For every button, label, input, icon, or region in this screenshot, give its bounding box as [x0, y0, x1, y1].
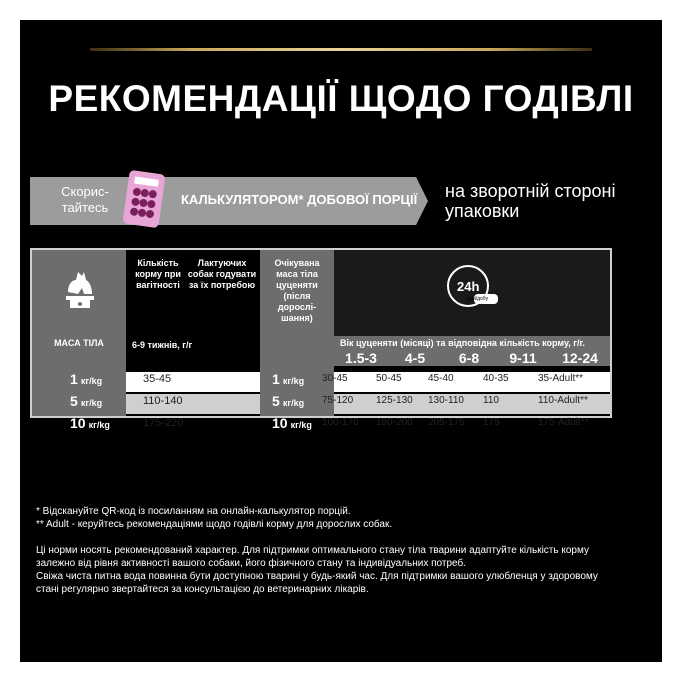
banner-bold-text — [181, 192, 417, 207]
mother-value: 35-45 — [143, 373, 172, 385]
expected-number: 5 — [272, 393, 280, 409]
age-group: 12-24 — [562, 350, 598, 366]
banner-left-text: Скорис- тайтесь — [61, 184, 109, 215]
expected-unit: кг/kg — [282, 398, 305, 408]
mass-value — [70, 372, 102, 388]
dog-scale-icon — [62, 266, 98, 310]
banner-calculator-word: КАЛЬКУЛЯТОРОМ* — [181, 192, 304, 207]
portion-value: 40-35 — [483, 373, 509, 384]
mass-unit: кг/kg — [80, 376, 103, 386]
age-header: Вік цуценяти (місяці) та відповідна кількість корму, г/г. — [340, 338, 585, 348]
mass-value — [70, 394, 102, 410]
portion-value: 110-Adult** — [538, 395, 588, 406]
expected-number: 10 — [272, 415, 288, 431]
age-group: 1.5-3 — [345, 350, 377, 366]
pregnant-header: Кількість корму при вагітності — [135, 258, 181, 290]
lactating-header: Лактуючих собак годувати за їх потребою — [187, 258, 257, 290]
note-water: Свіжа чиста питна вода повинна бути доступною тварині у будь-який час. Для підтримки вашого улюбленця у здоровому стані регулярно звертайтеся за консультацією до ветеринарних лікарів. — [36, 571, 598, 595]
portion-value: 100-170 — [322, 417, 359, 428]
portion-value: 175-Adult** — [538, 417, 589, 428]
note-recommendation: Ці норми носять рекомендований характер. Для підтримки оптимального стану тіла тварини адаптуйте кількість корму залежно від рівня активності вашого собаки, його фізичного стану та індивідуальних потреб. — [36, 545, 589, 569]
expected-value — [272, 394, 304, 410]
page-title: РЕКОМЕНДАЦІЇ ЩОДО ГОДІВЛІ — [48, 78, 634, 119]
age-group: 6-8 — [458, 350, 480, 366]
expected-header: Очікувана маса тіла цуценяти (після дорослі-шання) — [274, 258, 320, 323]
calculator-icon — [118, 170, 168, 232]
mass-number: 1 — [70, 371, 78, 387]
mass-number: 10 — [70, 415, 86, 431]
portion-value: 35-Adult** — [538, 373, 584, 384]
portion-value: 190-200 — [376, 417, 413, 428]
portion-value: 130-110 — [428, 395, 464, 406]
expected-value — [272, 372, 304, 388]
expected-number: 1 — [272, 371, 280, 387]
expected-unit: кг/kg — [290, 420, 312, 430]
portion-value: 30-45 — [322, 373, 348, 384]
portion-value: 50-45 — [376, 373, 402, 384]
portion-value: 175 — [483, 417, 500, 428]
clock-24h-icon — [442, 262, 502, 312]
mass-label: МАСА ТІЛА — [54, 338, 104, 348]
age-groups — [334, 350, 610, 366]
note-adult: ** Adult - керуйтесь рекомендаціями щодо годівлі корму для дорослих собак. — [36, 519, 393, 530]
portion-value: 205-175 — [428, 417, 465, 428]
feeding-table — [30, 248, 612, 418]
portion-value: 125-130 — [376, 395, 413, 406]
mass-number: 5 — [70, 393, 78, 409]
expected-value — [272, 416, 312, 432]
age-group: 9-11 — [509, 350, 537, 366]
gold-divider — [90, 48, 592, 51]
mother-value: 110-140 — [143, 395, 183, 407]
expected-unit: кг/kg — [282, 376, 305, 386]
mother-value: 175-220 — [143, 417, 184, 429]
age-group: 4-5 — [404, 350, 426, 366]
mass-unit: кг/kg — [88, 420, 110, 430]
portion-value: 75-120 — [322, 395, 354, 406]
banner-right-text: на зворотній стороні упаковки — [445, 181, 616, 221]
mass-unit: кг/kg — [80, 398, 103, 408]
clock-sub: гідні/добу — [466, 296, 489, 302]
notes — [36, 505, 616, 596]
mass-value — [70, 416, 110, 432]
portion-value: 45-40 — [428, 373, 454, 384]
weeks-header: 6-9 тижнів, г/г — [132, 340, 193, 350]
portion-value: 110 — [483, 395, 499, 406]
banner-accent-word: ДОБОВОЇ ПОРЦІЇ — [307, 192, 418, 207]
svg-text:24h: 24h — [457, 279, 480, 294]
note-qr: * Відскануйте QR-код із посиланням на онлайн-калькулятор порцій. — [36, 506, 351, 517]
